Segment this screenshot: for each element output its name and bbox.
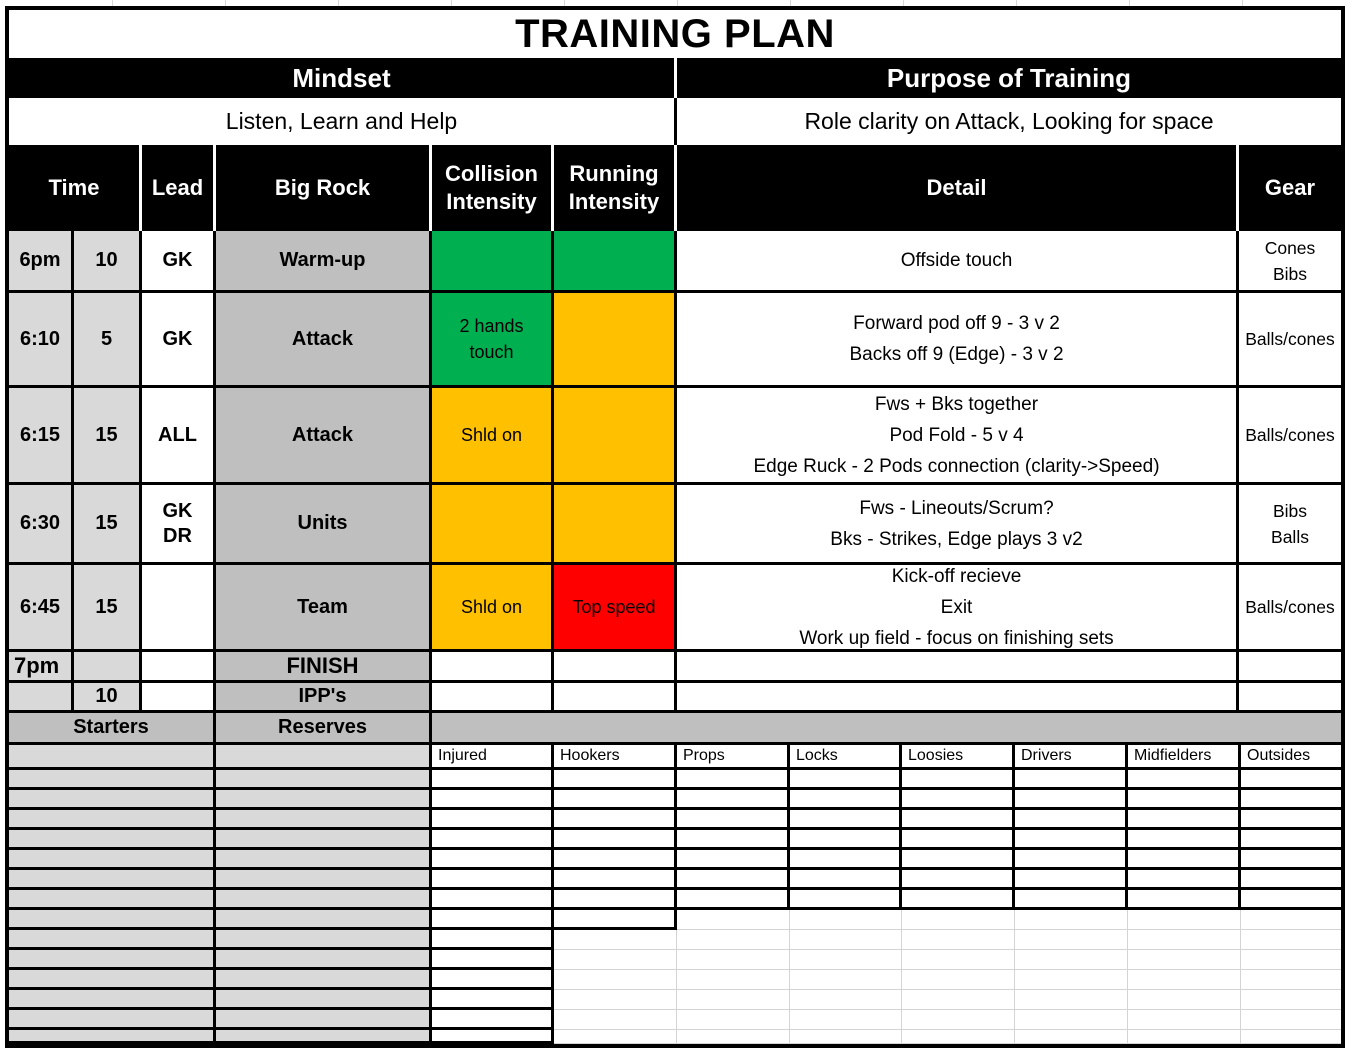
loosies-cell[interactable] xyxy=(902,850,1015,870)
hookers-cell[interactable] xyxy=(554,950,677,970)
loosies-cell[interactable] xyxy=(902,930,1015,950)
roster-row xyxy=(9,770,1341,790)
reserves-cell[interactable] xyxy=(216,1030,432,1044)
starters-cell[interactable] xyxy=(9,830,216,850)
collision-intensity-cell[interactable]: 2 hands touch xyxy=(432,293,554,388)
starters-cell[interactable] xyxy=(9,745,216,770)
props-cell[interactable] xyxy=(677,910,790,930)
hookers-cell[interactable] xyxy=(554,790,677,810)
position-label-locks: Locks xyxy=(790,745,902,770)
props-cell[interactable] xyxy=(677,990,790,1010)
starters-cell[interactable] xyxy=(9,930,216,950)
drivers-cell[interactable] xyxy=(1015,1010,1128,1030)
injured-cell[interactable] xyxy=(432,930,554,950)
gear-cell[interactable]: Cones Bibs xyxy=(1239,231,1341,293)
roster-row xyxy=(9,790,1341,810)
running-intensity-cell[interactable] xyxy=(554,388,677,485)
reserves-cell[interactable] xyxy=(216,850,432,870)
col-header-lead: Lead xyxy=(142,145,216,231)
detail-cell[interactable] xyxy=(677,652,1239,683)
time-cell[interactable]: 6:15 xyxy=(9,388,74,485)
outsides-cell[interactable] xyxy=(1241,870,1341,890)
props-cell[interactable] xyxy=(677,1010,790,1030)
drivers-cell[interactable] xyxy=(1015,890,1128,910)
midfielders-cell[interactable] xyxy=(1128,930,1241,950)
locks-cell[interactable] xyxy=(790,890,902,910)
loosies-cell[interactable] xyxy=(902,1010,1015,1030)
duration-cell[interactable]: 15 xyxy=(74,388,142,485)
locks-cell[interactable] xyxy=(790,790,902,810)
midfielders-cell[interactable] xyxy=(1128,910,1241,930)
hookers-cell[interactable] xyxy=(554,810,677,830)
props-cell[interactable] xyxy=(677,830,790,850)
drivers-cell[interactable] xyxy=(1015,910,1128,930)
props-cell[interactable] xyxy=(677,890,790,910)
reserves-cell[interactable] xyxy=(216,810,432,830)
purpose-value-cell[interactable]: Role clarity on Attack, Looking for space xyxy=(804,108,1214,134)
detail-cell[interactable]: Fws - Lineouts/Scrum? Bks - Strikes, Edge plays 3 v2 xyxy=(677,485,1239,565)
collision-intensity-cell[interactable] xyxy=(432,485,554,565)
lead-cell[interactable] xyxy=(142,683,216,713)
midfielders-cell[interactable] xyxy=(1128,830,1241,850)
collision-intensity-cell[interactable] xyxy=(432,652,554,683)
starters-cell[interactable] xyxy=(9,870,216,890)
collision-intensity-cell[interactable] xyxy=(432,231,554,293)
hookers-cell[interactable] xyxy=(554,770,677,790)
roster-row xyxy=(9,990,1341,1010)
loosies-cell[interactable] xyxy=(902,990,1015,1010)
midfielders-cell[interactable] xyxy=(1128,950,1241,970)
roster-row xyxy=(9,950,1341,970)
locks-cell[interactable] xyxy=(790,830,902,850)
schedule-row xyxy=(9,231,1341,293)
locks-cell[interactable] xyxy=(790,1010,902,1030)
injured-cell[interactable] xyxy=(432,890,554,910)
outsides-cell[interactable] xyxy=(1241,910,1341,930)
midfielders-cell[interactable] xyxy=(1128,810,1241,830)
col-header-gear: Gear xyxy=(1239,145,1341,231)
page-title: TRAINING PLAN xyxy=(9,10,1341,58)
position-label-props: Props xyxy=(677,745,790,770)
starters-cell[interactable] xyxy=(9,890,216,910)
injured-cell[interactable] xyxy=(432,910,554,930)
col-header-running-intensity: Running Intensity xyxy=(554,145,677,231)
reserves-cell[interactable] xyxy=(216,870,432,890)
detail-cell[interactable]: Offside touch xyxy=(677,231,1239,293)
running-intensity-cell[interactable] xyxy=(554,485,677,565)
schedule-row xyxy=(9,485,1341,565)
col-header-time: Time xyxy=(9,145,142,231)
duration-cell[interactable]: 10 xyxy=(74,231,142,293)
reserves-cell[interactable] xyxy=(216,890,432,910)
outsides-cell[interactable] xyxy=(1241,790,1341,810)
big-rock-cell[interactable]: Team xyxy=(216,565,432,652)
mindset-value-cell[interactable]: Listen, Learn and Help xyxy=(9,98,677,145)
outsides-cell[interactable] xyxy=(1241,950,1341,970)
time-cell[interactable]: 7pm xyxy=(9,652,74,683)
props-cell[interactable] xyxy=(677,870,790,890)
props-cell[interactable] xyxy=(677,810,790,830)
loosies-cell[interactable] xyxy=(902,770,1015,790)
props-cell[interactable] xyxy=(677,790,790,810)
outsides-cell[interactable] xyxy=(1241,810,1341,830)
reserves-cell[interactable] xyxy=(216,830,432,850)
props-cell[interactable] xyxy=(677,970,790,990)
hookers-cell[interactable] xyxy=(554,830,677,850)
drivers-cell[interactable] xyxy=(1015,1030,1128,1044)
outsides-cell[interactable] xyxy=(1241,890,1341,910)
col-header-collision-intensity: Collision Intensity xyxy=(432,145,554,231)
detail-cell[interactable]: Kick-off recieve Exit Work up field - focus on finishing sets xyxy=(677,565,1239,652)
reserves-cell[interactable] xyxy=(216,910,432,930)
gear-cell[interactable] xyxy=(1239,652,1341,683)
drivers-cell[interactable] xyxy=(1015,790,1128,810)
midfielders-cell[interactable] xyxy=(1128,890,1241,910)
drivers-cell[interactable] xyxy=(1015,990,1128,1010)
injured-cell[interactable] xyxy=(432,1030,554,1044)
lead-cell[interactable] xyxy=(142,652,216,683)
injured-cell[interactable] xyxy=(432,790,554,810)
midfielders-cell[interactable] xyxy=(1128,970,1241,990)
schedule-row xyxy=(9,565,1341,652)
position-label-hookers: Hookers xyxy=(554,745,677,770)
midfielders-cell[interactable] xyxy=(1128,770,1241,790)
roster-row xyxy=(9,830,1341,850)
midfielders-cell[interactable] xyxy=(1128,850,1241,870)
col-header-big-rock: Big Rock xyxy=(216,145,432,231)
duration-cell[interactable]: 15 xyxy=(74,485,142,565)
lead-cell[interactable] xyxy=(142,565,216,652)
starters-cell[interactable] xyxy=(9,910,216,930)
time-cell[interactable]: 6:30 xyxy=(9,485,74,565)
hookers-cell[interactable] xyxy=(554,850,677,870)
position-label-loosies: Loosies xyxy=(902,745,1015,770)
big-rock-cell[interactable]: Attack xyxy=(216,388,432,485)
starters-cell[interactable] xyxy=(9,790,216,810)
midfielders-cell[interactable] xyxy=(1128,870,1241,890)
injured-cell[interactable] xyxy=(432,990,554,1010)
reserves-cell[interactable] xyxy=(216,770,432,790)
loosies-cell[interactable] xyxy=(902,910,1015,930)
loosies-cell[interactable] xyxy=(902,830,1015,850)
loosies-cell[interactable] xyxy=(902,870,1015,890)
starters-cell[interactable] xyxy=(9,970,216,990)
loosies-cell[interactable] xyxy=(902,1030,1015,1044)
midfielders-cell[interactable] xyxy=(1128,790,1241,810)
reserves-cell[interactable] xyxy=(216,990,432,1010)
loosies-cell[interactable] xyxy=(902,970,1015,990)
running-intensity-cell[interactable] xyxy=(554,293,677,388)
loosies-cell[interactable] xyxy=(902,810,1015,830)
hookers-cell[interactable] xyxy=(554,890,677,910)
schedule-row xyxy=(9,388,1341,485)
duration-cell[interactable] xyxy=(74,652,142,683)
hookers-cell[interactable] xyxy=(554,870,677,890)
midfielders-cell[interactable] xyxy=(1128,1010,1241,1030)
reserves-header: Reserves xyxy=(216,713,432,745)
collision-intensity-cell[interactable] xyxy=(432,683,554,713)
roster-row xyxy=(9,810,1341,830)
drivers-cell[interactable] xyxy=(1015,930,1128,950)
outsides-cell[interactable] xyxy=(1241,770,1341,790)
drivers-cell[interactable] xyxy=(1015,970,1128,990)
mindset-header: Mindset xyxy=(9,58,677,98)
col-header-detail: Detail xyxy=(677,145,1239,231)
roster-row xyxy=(9,870,1341,890)
starters-cell[interactable] xyxy=(9,1010,216,1030)
training-plan-table xyxy=(5,6,1345,1048)
hookers-cell[interactable] xyxy=(554,930,677,950)
reserves-cell[interactable] xyxy=(216,970,432,990)
time-cell[interactable]: 6pm xyxy=(9,231,74,293)
reserves-cell[interactable] xyxy=(216,790,432,810)
drivers-cell[interactable] xyxy=(1015,950,1128,970)
drivers-cell[interactable] xyxy=(1015,850,1128,870)
injured-cell[interactable] xyxy=(432,770,554,790)
locks-cell[interactable] xyxy=(790,850,902,870)
gear-cell[interactable]: Balls/cones xyxy=(1239,388,1341,485)
injured-cell[interactable] xyxy=(432,950,554,970)
locks-cell[interactable] xyxy=(790,870,902,890)
outsides-cell[interactable] xyxy=(1241,1010,1341,1030)
injured-cell[interactable] xyxy=(432,1010,554,1030)
time-cell[interactable]: 6:45 xyxy=(9,565,74,652)
roster-header-band xyxy=(432,713,1341,745)
loosies-cell[interactable] xyxy=(902,790,1015,810)
injured-cell[interactable] xyxy=(432,850,554,870)
time-cell[interactable]: 6:10 xyxy=(9,293,74,388)
outsides-cell[interactable] xyxy=(1241,830,1341,850)
duration-cell[interactable]: 5 xyxy=(74,293,142,388)
big-rock-cell[interactable]: Attack xyxy=(216,293,432,388)
outsides-cell[interactable] xyxy=(1241,1030,1341,1044)
outsides-cell[interactable] xyxy=(1241,990,1341,1010)
roster-row xyxy=(9,910,1341,930)
collision-intensity-cell[interactable]: Shld on xyxy=(432,388,554,485)
running-intensity-cell[interactable] xyxy=(554,652,677,683)
finish-row xyxy=(9,652,1341,683)
big-rock-cell[interactable]: Units xyxy=(216,485,432,565)
starters-cell[interactable] xyxy=(9,1030,216,1044)
outsides-cell[interactable] xyxy=(1241,970,1341,990)
reserves-cell[interactable] xyxy=(216,930,432,950)
big-rock-cell[interactable]: FINISH xyxy=(216,652,432,683)
outsides-cell[interactable] xyxy=(1241,850,1341,870)
locks-cell[interactable] xyxy=(790,1030,902,1044)
gear-cell[interactable]: Balls/cones xyxy=(1239,293,1341,388)
detail-cell[interactable]: Fws + Bks together Pod Fold - 5 v 4 Edge Ruck - 2 Pods connection (clarity->Speed) xyxy=(677,388,1239,485)
locks-cell[interactable] xyxy=(790,970,902,990)
reserves-cell[interactable] xyxy=(216,745,432,770)
gear-cell[interactable] xyxy=(1239,683,1341,713)
time-cell[interactable] xyxy=(9,683,74,713)
starters-cell[interactable] xyxy=(9,990,216,1010)
running-intensity-cell[interactable] xyxy=(554,231,677,293)
lead-cell[interactable]: ALL xyxy=(142,388,216,485)
starters-header: Starters xyxy=(9,713,216,745)
running-intensity-cell[interactable] xyxy=(554,683,677,713)
injured-cell[interactable] xyxy=(432,970,554,990)
midfielders-cell[interactable] xyxy=(1128,990,1241,1010)
duration-cell[interactable]: 10 xyxy=(74,683,142,713)
schedule-row xyxy=(9,293,1341,388)
lead-cell[interactable]: GK xyxy=(142,293,216,388)
purpose-header: Purpose of Training xyxy=(677,58,1341,98)
position-label-drivers: Drivers xyxy=(1015,745,1128,770)
midfielders-cell[interactable] xyxy=(1128,1030,1241,1044)
position-label-outsides: Outsides xyxy=(1241,745,1341,770)
reserves-cell[interactable] xyxy=(216,950,432,970)
detail-cell[interactable] xyxy=(677,683,1239,713)
props-cell[interactable] xyxy=(677,950,790,970)
running-intensity-cell[interactable]: Top speed xyxy=(554,565,677,652)
reserves-cell[interactable] xyxy=(216,1010,432,1030)
hookers-cell[interactable] xyxy=(554,970,677,990)
collision-intensity-cell[interactable]: Shld on xyxy=(432,565,554,652)
drivers-cell[interactable] xyxy=(1015,870,1128,890)
gear-cell[interactable]: Bibs Balls xyxy=(1239,485,1341,565)
starters-cell[interactable] xyxy=(9,810,216,830)
lead-cell[interactable]: GK xyxy=(142,231,216,293)
locks-cell[interactable] xyxy=(790,770,902,790)
props-cell[interactable] xyxy=(677,1030,790,1044)
gear-cell[interactable]: Balls/cones xyxy=(1239,565,1341,652)
hookers-cell[interactable] xyxy=(554,1010,677,1030)
roster-row xyxy=(9,1030,1341,1044)
big-rock-cell[interactable]: IPP's xyxy=(216,683,432,713)
position-label-midfielders: Midfielders xyxy=(1128,745,1241,770)
locks-cell[interactable] xyxy=(790,990,902,1010)
position-label-injured: Injured xyxy=(432,745,554,770)
roster-header-row xyxy=(9,713,1341,745)
hookers-cell[interactable] xyxy=(554,990,677,1010)
locks-cell[interactable] xyxy=(790,950,902,970)
props-cell[interactable] xyxy=(677,770,790,790)
ipp-row xyxy=(9,683,1341,713)
starters-cell[interactable] xyxy=(9,770,216,790)
hookers-cell[interactable] xyxy=(554,910,677,930)
drivers-cell[interactable] xyxy=(1015,830,1128,850)
injured-cell[interactable] xyxy=(432,870,554,890)
loosies-cell[interactable] xyxy=(902,950,1015,970)
roster-row xyxy=(9,970,1341,990)
starters-cell[interactable] xyxy=(9,850,216,870)
loosies-cell[interactable] xyxy=(902,890,1015,910)
roster-row xyxy=(9,930,1341,950)
drivers-cell[interactable] xyxy=(1015,770,1128,790)
lead-cell[interactable]: GK DR xyxy=(142,485,216,565)
roster-row xyxy=(9,890,1341,910)
drivers-cell[interactable] xyxy=(1015,810,1128,830)
roster-row xyxy=(9,850,1341,870)
big-rock-cell[interactable]: Warm-up xyxy=(216,231,432,293)
position-labels-row xyxy=(9,745,1341,770)
locks-cell[interactable] xyxy=(790,930,902,950)
locks-cell[interactable] xyxy=(790,910,902,930)
injured-cell[interactable] xyxy=(432,830,554,850)
roster-row xyxy=(9,1010,1341,1030)
duration-cell[interactable]: 15 xyxy=(74,565,142,652)
props-cell[interactable] xyxy=(677,850,790,870)
props-cell[interactable] xyxy=(677,930,790,950)
locks-cell[interactable] xyxy=(790,810,902,830)
injured-cell[interactable] xyxy=(432,810,554,830)
starters-cell[interactable] xyxy=(9,950,216,970)
detail-cell[interactable]: Forward pod off 9 - 3 v 2 Backs off 9 (Edge) - 3 v 2 xyxy=(677,293,1239,388)
hookers-cell[interactable] xyxy=(554,1030,677,1044)
outsides-cell[interactable] xyxy=(1241,930,1341,950)
